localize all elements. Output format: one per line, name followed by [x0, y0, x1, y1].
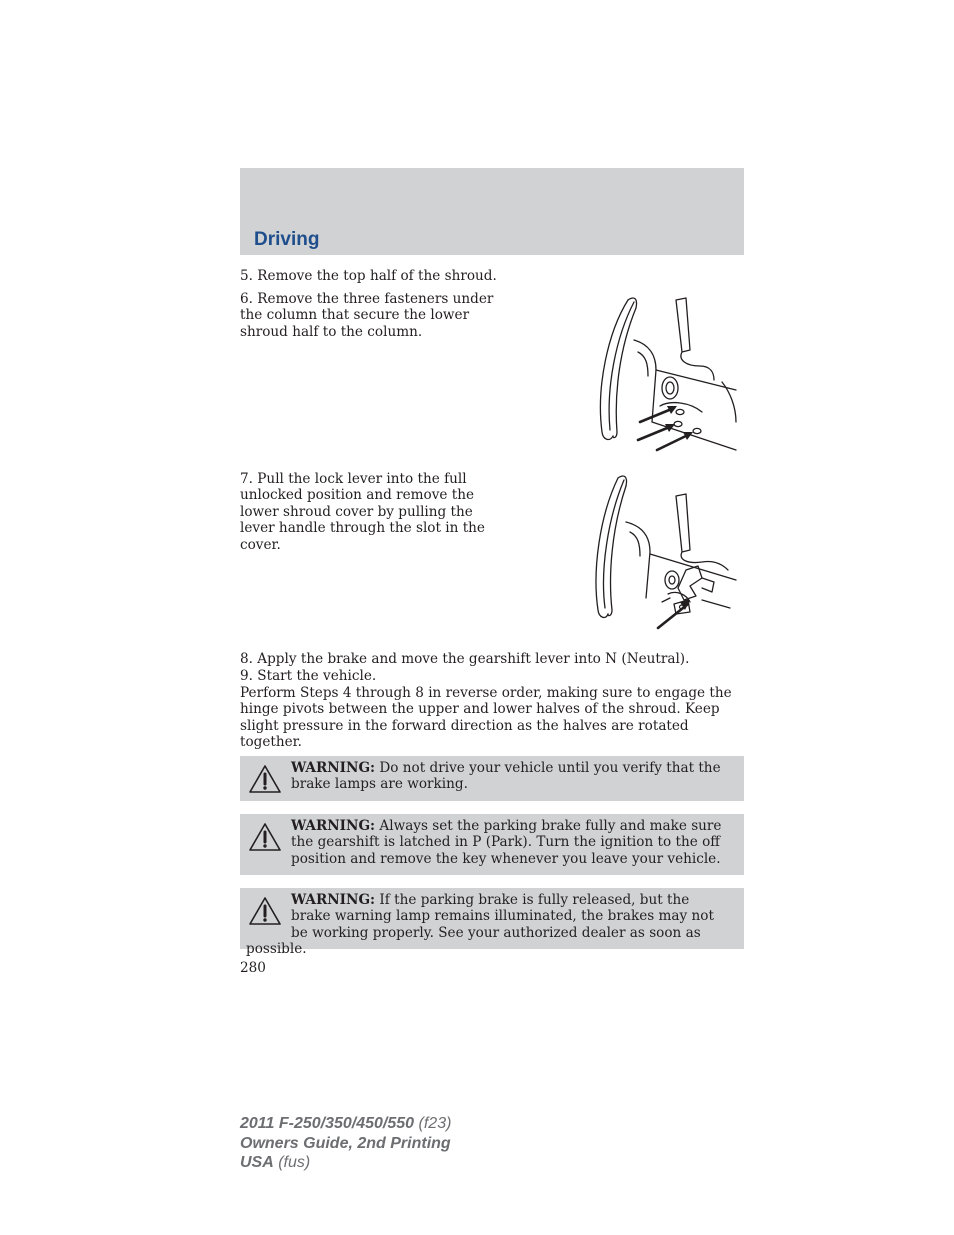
footer-model-code: (f23): [414, 1115, 452, 1132]
step-6-text: 6. Remove the three fasteners under the column that secure the lower shroud half to the column.: [240, 291, 494, 340]
warning-box-2: [240, 814, 744, 875]
warning-triangle-icon: [248, 764, 282, 794]
footer-market-code: (fus): [273, 1154, 311, 1171]
warning-text: Always set the parking brake fully and make sure the gearshift is latched in P (Park). Turn the ignition to the off position and remove the key whenever you leave your vehicle.: [291, 818, 722, 867]
warning-triangle-icon: [248, 822, 282, 852]
warning-label: WARNING:: [291, 818, 376, 834]
steering-column-fasteners-illustration: [590, 292, 740, 452]
footer-line-1: [240, 1114, 451, 1134]
warning-box-3: [240, 888, 744, 958]
warning-label: WARNING:: [291, 892, 376, 908]
footer-market: USA: [240, 1154, 274, 1171]
section-header-band: [240, 168, 744, 255]
warning-triangle-icon: [248, 896, 282, 926]
reverse-order-text: Perform Steps 4 through 8 in reverse order, making sure to engage the hinge pivots between the upper and lower halves of the shroud. Keep slight pressure in the forward direction as the halves are rotated together.: [240, 685, 732, 751]
steering-column-lock-lever-illustration: [590, 470, 740, 635]
footer-model: 2011 F-250/350/450/550: [240, 1115, 415, 1132]
step-9-text: 9. Start the vehicle.: [240, 668, 377, 684]
step-8-text: 8. Apply the brake and move the gearshift lever into N (Neutral).: [240, 651, 690, 667]
warning-box-1: [240, 756, 744, 801]
section-title: Driving: [254, 229, 320, 250]
step-5-text: 5. Remove the top half of the shroud.: [240, 268, 497, 284]
warning-text: If the parking brake is fully released, but the brake warning lamp remains illuminated, the brakes may not be working properly. See your authorized dealer as soon as possible.: [246, 892, 714, 958]
warning-label: WARNING:: [291, 760, 376, 776]
warning-text: Do not drive your vehicle until you verify that the brake lamps are working.: [291, 760, 721, 793]
footer-line-2: Owners Guide, 2nd Printing: [240, 1134, 451, 1152]
footer-line-3: [240, 1153, 451, 1173]
step-7-text: 7. Pull the lock lever into the full unlocked position and remove the lower shroud cover by pulling the lever handle through the slot in the cover.: [240, 471, 485, 553]
page-number: 280: [240, 960, 266, 976]
document-footer: [240, 1114, 451, 1173]
